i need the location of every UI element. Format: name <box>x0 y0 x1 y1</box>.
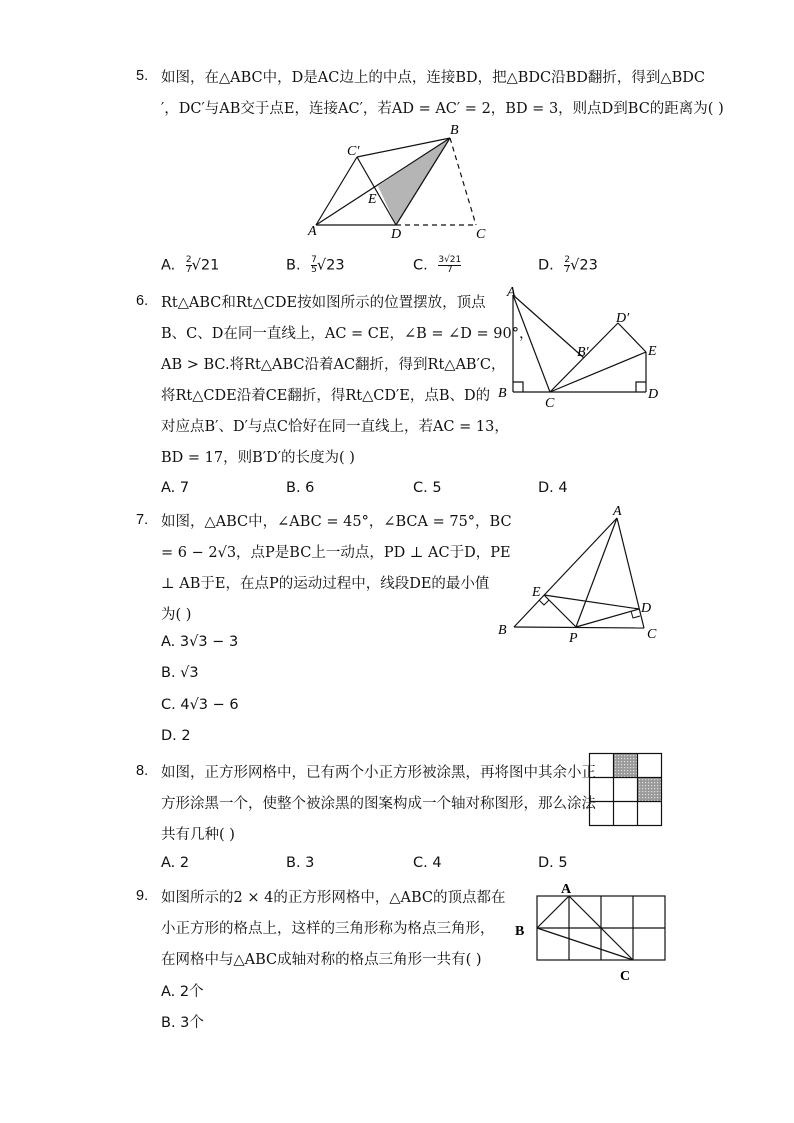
vertex-label: B <box>450 123 459 138</box>
vertex-label: A <box>507 285 516 300</box>
vertex-label: B′ <box>577 345 589 360</box>
question-text-line: 方形涂黑一个，使整个被涂黑的图案构成一个轴对称图形，那么涂法 <box>161 796 596 812</box>
option-d[interactable]: D. 4 <box>538 480 568 496</box>
option-d[interactable]: D. $\frac{2}{7}$ √23 <box>538 255 598 275</box>
question-text-line: 在网格中与△ABC成轴对称的格点三角形一共有( ) <box>161 952 482 968</box>
shaded-square <box>637 778 661 802</box>
figure-q6 <box>494 282 668 410</box>
vertex-label: B <box>515 924 525 939</box>
option-c[interactable]: C. 4 <box>413 855 442 871</box>
option-b[interactable]: B. √3 <box>161 665 199 681</box>
question-number: 8. <box>136 763 149 779</box>
question-number: 5. <box>136 68 149 84</box>
figure-q5 <box>300 122 500 244</box>
vertex-label: A <box>613 504 622 519</box>
option-c[interactable]: C. 5 <box>413 480 442 496</box>
option-b[interactable]: B. 3 <box>286 855 315 871</box>
figure-q7 <box>492 500 668 650</box>
option-b[interactable]: B. $\frac{7}{5}$ √23 <box>286 255 345 275</box>
vertex-label: A <box>561 882 572 897</box>
question-text-line: 共有几种( ) <box>161 827 235 843</box>
vertex-label: E <box>648 344 657 359</box>
question-text-line: 如图，在△ABC中，D是AC边上的中点，连接BD，把△BDC沿BD翻折，得到△BDC <box>161 70 705 86</box>
question-text-line: = 6 − 2√3，点P是BC上一动点，PD ⊥ AC于D，PE <box>161 545 511 561</box>
question-text-line: Rt△ABC和Rt△CDE按如图所示的位置摆放，顶点 <box>161 295 486 311</box>
vertex-label: D′ <box>616 311 630 326</box>
option-c[interactable]: C. 4√3 − 6 <box>161 697 239 713</box>
question-text-line: 对应点B′、D′与点C恰好在同一直线上，若AC = 13， <box>161 419 509 435</box>
vertex-label: C <box>620 969 631 984</box>
option-a[interactable]: A. 2个 <box>161 984 204 1000</box>
option-a[interactable]: A. $\frac{2}{7}$ √21 <box>161 255 220 275</box>
vertex-label: C <box>647 627 657 642</box>
vertex-label: E <box>532 585 541 600</box>
question-text-line: 如图，△ABC中，∠ABC = 45°，∠BCA = 75°，BC <box>161 514 512 530</box>
option-d[interactable]: D. 2 <box>161 728 191 744</box>
question-number: 9. <box>136 888 149 904</box>
question-text-line: AB > BC.将Rt△ABC沿着AC翻折，得到Rt△AB′C， <box>161 357 506 373</box>
figure-q9-grid <box>510 880 670 986</box>
vertex-label: E <box>368 192 377 207</box>
option-b[interactable]: B. 6 <box>286 480 315 496</box>
option-c[interactable]: C. $\frac{3√21}{7}$ <box>413 255 462 275</box>
question-text-line: 将Rt△CDE沿着CE翻折，得Rt△CD′E，点B、D的 <box>161 388 491 404</box>
vertex-label: D <box>641 601 652 616</box>
shaded-square <box>613 754 637 778</box>
figure-q8-grid <box>588 752 664 828</box>
vertex-label: C′ <box>347 144 360 159</box>
vertex-label: C <box>476 227 486 242</box>
question-text-line: 为( ) <box>161 607 192 623</box>
option-d[interactable]: D. 5 <box>538 855 568 871</box>
option-a[interactable]: A. 3√3 − 3 <box>161 634 239 650</box>
question-text-line: B、C、D在同一直线上，AC = CE，∠B = ∠D = 90°， <box>161 326 534 342</box>
vertex-label: A <box>308 224 317 239</box>
question-text-line: ⊥ AB于E，在点P的运动过程中，线段DE的最小值 <box>161 576 490 592</box>
option-a[interactable]: A. 7 <box>161 480 190 496</box>
question-text-line: 小正方形的格点上，这样的三角形称为格点三角形， <box>161 921 495 937</box>
question-text-line: BD = 17，则B′D′的长度为( ) <box>161 450 355 466</box>
vertex-label: P <box>569 631 578 646</box>
question-text-line: 如图所示的2 × 4的正方形网格中，△ABC的顶点都在 <box>161 890 506 906</box>
vertex-label: B <box>498 386 507 401</box>
vertex-label: B <box>498 623 507 638</box>
question-number: 7. <box>136 512 149 528</box>
vertex-label: D <box>391 227 402 242</box>
vertex-label: C <box>545 396 555 410</box>
vertex-label: D <box>648 387 659 402</box>
question-text-line: ′，DC′与AB交于点E，连接AC′，若AD = AC′ = 2，BD = 3，则点D到BC的距离为( ) <box>161 101 724 117</box>
question-text-line: 如图，正方形网格中，已有两个小正方形被涂黑，再将图中其余小正 <box>161 765 596 781</box>
question-number: 6. <box>136 293 149 309</box>
option-b[interactable]: B. 3个 <box>161 1015 204 1031</box>
option-a[interactable]: A. 2 <box>161 855 190 871</box>
